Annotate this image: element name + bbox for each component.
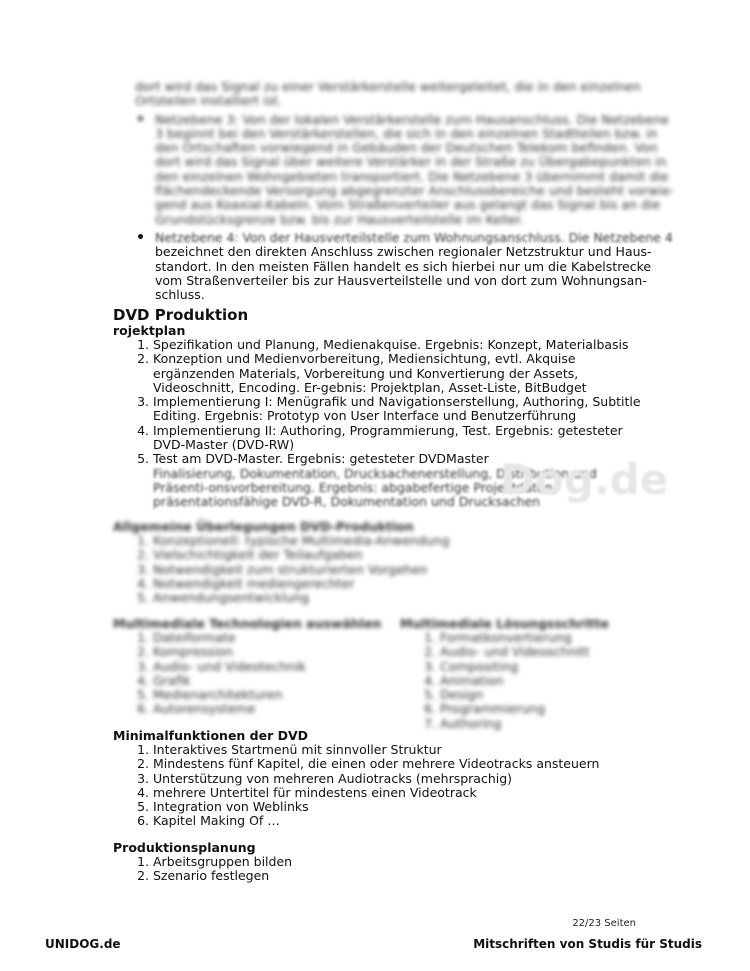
page-counter: 22/23 Seiten	[572, 918, 636, 929]
list-item: 7. Authoring	[440, 717, 680, 731]
list-item: 3. Audio- und Videotechnik	[153, 660, 393, 674]
top-continuation	[135, 79, 675, 303]
list-item: 1. Interaktives Startmenü mit sinnvoller Struktur	[153, 743, 633, 757]
text-line: vom Straßenverteiler bis zur Hausverteilstelle und von dort zum Wohnungsan-	[155, 272, 647, 288]
list-item: 6. Kapitel Making Of …	[153, 814, 633, 828]
list-item: 2. Mindestens fünf Kapitel, die einen oder mehrere Videotracks ansteuern	[153, 757, 633, 771]
text-line: schluss.	[155, 287, 205, 303]
text-line: den einzelnen Wohngebieten transportiert. Die Netzebene 3 übernimmt damit die	[155, 168, 669, 184]
text-line: 3 beginnt bei den Verstärkerstellen, die sich in den einzelnen Stadtteilen bzw. in	[155, 125, 658, 141]
footer-tagline: Mitschriften von Studis für Studis	[473, 937, 702, 951]
blurred-paragraph	[135, 79, 641, 109]
list-item: 3. Notwendigkeit zum strukturierten Vorgehen	[153, 563, 453, 577]
text-line: gend aus Koaxial-Kabeln. Vom Straßenverteiler aus gelangt das Signal bis an die	[155, 197, 661, 213]
numbered-list	[113, 631, 393, 717]
subsection-title: Minimalfunktionen der DVD	[113, 728, 309, 743]
list-item: 1. Dateiformate	[153, 631, 393, 645]
subsection-title: Multimediale Lösungsschritte	[400, 616, 609, 631]
subsection-title: Multimediale Technologien auswählen	[113, 616, 382, 631]
text-line: den Ortschaften vorwiegend in Gebäuden der Deutschen Telekom befinden. Von	[155, 140, 658, 156]
list-item: 6. Programmierung	[440, 702, 680, 716]
minimalfunktionen	[113, 728, 633, 829]
numbered-list	[400, 631, 680, 731]
subsection-title: rojektplan	[113, 323, 186, 338]
list-item: 2. Konzeption und Medienvorbereitung, Mediensichtung, evtl. Akquise ergänzenden Materials, Vorbereitung und Konvertierung der Assets, Videoschnitt, Encoding. Er-gebnis: Projektplan, Asset-Liste, BitBudget	[153, 352, 653, 395]
subsection-title: Allgemeine Überlegungen DVD-Produktion	[113, 519, 414, 534]
text-line: dort wird das Signal zu einer Verstärkerstelle weitergeleitet, die in den einzelnen	[135, 79, 641, 94]
list-item: 5. Medienarchitekturen	[153, 688, 393, 702]
list-item	[155, 109, 675, 227]
list-item: 4. Animation	[440, 674, 680, 688]
bullet-list	[135, 109, 675, 303]
text-line: Grundstücksgrenze bzw. bis zur Hausverteilstelle im Keller.	[155, 211, 524, 227]
list-item: 5. Anwendungsentwicklung	[153, 591, 453, 605]
loesungsschritte-block	[400, 617, 680, 731]
list-item: 2. Szenario festlegen	[153, 869, 633, 883]
text-line: • Netzebene 3: Von der lokalen Verstärkerstelle zum Hausanschluss. Die Netzebene	[155, 111, 669, 127]
list-item: 3. Unterstützung von mehreren Audiotracks (mehrsprachig)	[153, 772, 633, 786]
list-item: 1. Spezifikation und Planung, Medienakquise. Ergebnis: Konzept, Materialbasis	[153, 338, 653, 352]
text-line: bezeichnet den direkten Anschluss zwischen regionaler Netzstruktur und Haus-	[155, 244, 652, 260]
text-line: standort. In den meisten Fällen handelt es sich hierbei nur um die Kabelstrecke	[155, 258, 652, 274]
list-item	[155, 227, 673, 303]
list-item: 1. Konzeptionell: typische Multimedia-Anwendung	[153, 534, 453, 548]
list-item: 1. Arbeitsgruppen bilden	[153, 855, 633, 869]
watermark: Dog.de	[500, 455, 669, 504]
list-item: 4. Grafik	[153, 674, 393, 688]
list-item: 5. Design	[440, 688, 680, 702]
list-item: 3. Compositing	[440, 660, 680, 674]
list-item: 2. Kompression	[153, 645, 393, 659]
section-title: DVD Produktion	[113, 306, 249, 324]
list-item: 6. Autorensysteme	[153, 702, 393, 716]
allgemeine-ueberlegungen	[113, 520, 453, 605]
numbered-list	[113, 534, 453, 605]
list-item: 2. Vielschichtigkeit der Teilaufgaben	[153, 548, 453, 562]
text-line: flächendeckende Versorgung abgegrenzter Anschlussbereiche und besteht vorwie-	[155, 183, 675, 199]
list-item: 4. mehrere Untertitel für mindestens einen Videotrack	[153, 786, 633, 800]
footer-brand: UNIDOG.de	[45, 937, 121, 951]
numbered-list	[113, 855, 633, 884]
list-item: 5. Test am DVD-Master. Ergebnis: getesteter DVDMaster	[153, 452, 653, 466]
subsection-title: Produktionsplanung	[113, 840, 256, 855]
list-item: 4. Implementierung II: Authoring, Programmierung, Test. Ergebnis: getesteter DVD-Master (DVD-RW)	[153, 424, 653, 453]
list-item: 4. Notwendigkeit mediengerechter	[153, 577, 453, 591]
technologien-block	[113, 617, 393, 717]
produktionsplanung	[113, 840, 633, 884]
text-line: Ortsteilen installiert ist.	[135, 93, 282, 109]
list-item: 1. Formatkonvertierung	[440, 631, 680, 645]
list-item: 6. Finalisierung, Dokumentation, Drucksachenerstellung, Distribution und Präsenti-onsvorbereitung. Ergebnis: abgabefertige Projektdaten, präsentationsfähige DVD-R, Dokumentation und Drucksachen	[153, 467, 653, 509]
list-item: 2. Audio- und Videoschnitt	[440, 645, 680, 659]
numbered-list	[113, 743, 633, 829]
list-item: 3. Implementierung I: Menügrafik und Navigationserstellung, Authoring, Subtitle Editing. Ergebnis: Prototyp von User Interface und Benutzerführung	[153, 395, 653, 424]
list-item: 5. Integration von Weblinks	[153, 800, 633, 814]
text-line: • Netzebene 4: Von der Hausverteilstelle zum Wohnungsanschluss. Die Netzebene 4	[155, 229, 673, 245]
text-line: dort wird das Signal über weitere Verstärker in der Straße zu Übergabepunkten in	[155, 154, 667, 170]
